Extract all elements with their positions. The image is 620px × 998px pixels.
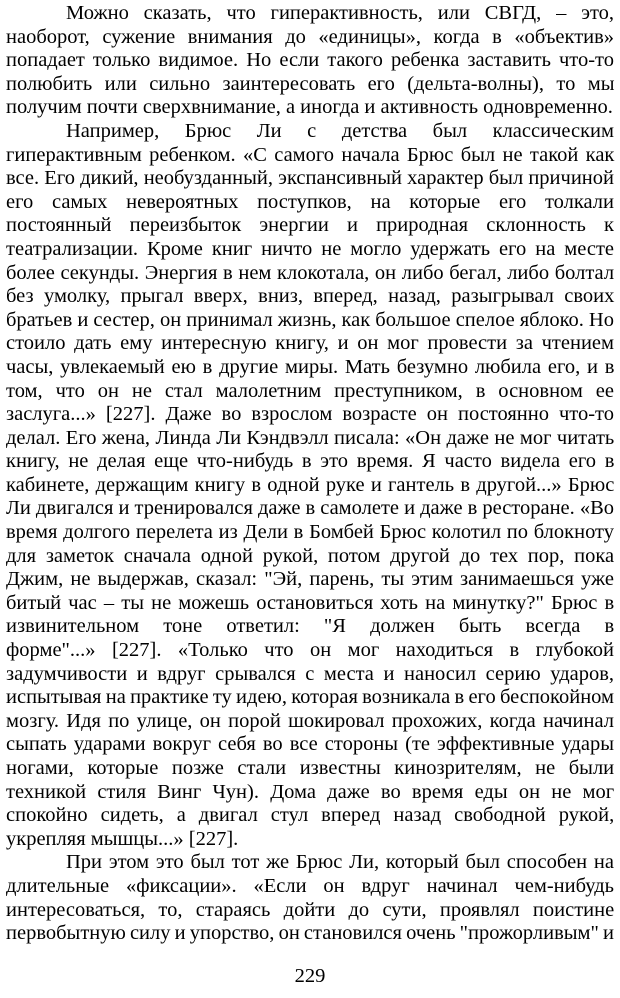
text-line: техникой стиля Винг Чун). Дома даже во время еды он не мог xyxy=(6,780,615,803)
text-line: театрализации. Кроме книг ничто не могло удержать его на месте xyxy=(6,237,614,260)
text-line: интересоваться, то, стараясь дойти до сути, проявлял поистине xyxy=(6,898,615,921)
text-line: получим почти сверхвнимание, а иногда и активность одновременно. xyxy=(6,96,613,119)
text-line: постоянный переизбыток энергии и природная склонность к xyxy=(6,214,614,237)
text-line: задумчивости и вдруг срывался с места и наносил серию ударов, xyxy=(6,662,615,685)
text-line: время долгого перелета из Дели в Бомбей Брюс колотил по блокноту xyxy=(6,521,614,544)
text-line: ногами, которые позже стали известны кинозрителям, не были xyxy=(6,757,615,779)
text-line: для заметок сначала одной рукой, потом другой до тех пор, пока xyxy=(6,544,615,567)
text-line: часы, увлекаемый ею в другие миры. Мать безумно любила его, и в xyxy=(6,355,615,378)
text-line: извинительном тоне ответил: "Я должен быть всегда в xyxy=(6,615,615,638)
text-line: гиперактивным ребенком. «С самого начала Брюс был не такой как xyxy=(6,143,615,166)
text-line: испытывая на практике ту идею, которая возникала в его беспокойном xyxy=(6,686,614,709)
text-line: делал. Его жена, Линда Ли Кэндвэлл писала: «Он даже не мог читать xyxy=(6,426,615,449)
text-line: спокойно сидеть, а двигал стул вперед назад свободной рукой, xyxy=(6,804,615,827)
text-line: полюбить или сильно заинтересовать его (дельта-волны), то мы xyxy=(6,72,615,95)
text-line: форме"...» [227]. «Только что он мог находиться в глубокой xyxy=(6,639,614,662)
text-line: том, что он не стал малолетним преступником, в основном ее xyxy=(6,379,614,402)
text-line: наоборот, сужение внимания до «единицы», когда в «объектив» xyxy=(6,25,615,48)
text-line: стоило дать ему интересную книгу, и он мог провести за чтением xyxy=(6,332,614,355)
page-number: 229 xyxy=(294,965,326,987)
text-line: братьев и сестер, он принимал жизнь, как большое спелое яблоко. Но xyxy=(6,308,614,331)
text-line: длительные «фиксации». «Если он вдруг начинал чем-нибудь xyxy=(6,874,614,897)
text-line: попадает только видимое. Но если такого ребенка заставить что-то xyxy=(6,49,614,72)
text-line: без умолку, прыгал вверх, вниз, вперед, назад, разыгрывал своих xyxy=(6,285,615,308)
text-line: Можно сказать, что гиперактивность, или СВГД, – это, xyxy=(66,2,615,24)
text-line: книгу, не делая еще что-нибудь в это время. Я часто видела его в xyxy=(6,450,615,473)
text-line: кабинете, держащим книгу в одной руке и гантель в другой...» Брюс xyxy=(6,473,615,496)
text-line: более секунды. Энергия в нем клокотала, он либо бегал, либо болтал xyxy=(6,261,615,284)
text-line: все. Его дикий, необузданный, экспансивный характер был причиной xyxy=(6,167,614,190)
text-line: Джим, не выдержав, сказал: "Эй, парень, ты этим занимаешься уже xyxy=(6,568,614,591)
text-line: Например, Брюс Ли с детства был классическим xyxy=(66,119,614,142)
paragraph-3 xyxy=(6,851,614,945)
text-line: укрепляя мышцы...» [227]. xyxy=(6,827,239,850)
paragraph-2 xyxy=(6,120,614,851)
text-line: первобытную силу и упорство, он становился очень "прожорливым" и xyxy=(6,922,614,945)
text-line: заслуга...» [227]. Даже во взрослом возрасте он постоянно что-то xyxy=(6,403,614,426)
body-text xyxy=(6,2,614,946)
text-line: битый час – ты не можешь остановиться хоть на минутку?" Брюс в xyxy=(6,591,615,614)
text-line: Ли двигался и тренировался даже в самолете и даже в ресторане. «Во xyxy=(6,497,614,520)
paragraph-1 xyxy=(6,2,614,120)
text-line: его самых невероятных поступков, на которые его толкали xyxy=(6,190,614,213)
text-line: мозгу. Идя по улице, он порой шокировал прохожих, когда начинал xyxy=(6,709,614,732)
text-line: сыпать ударами вокруг себя во все стороны (те эффективные удары xyxy=(6,733,614,756)
text-line: При этом это был тот же Брюс Ли, который был способен на xyxy=(66,851,614,874)
